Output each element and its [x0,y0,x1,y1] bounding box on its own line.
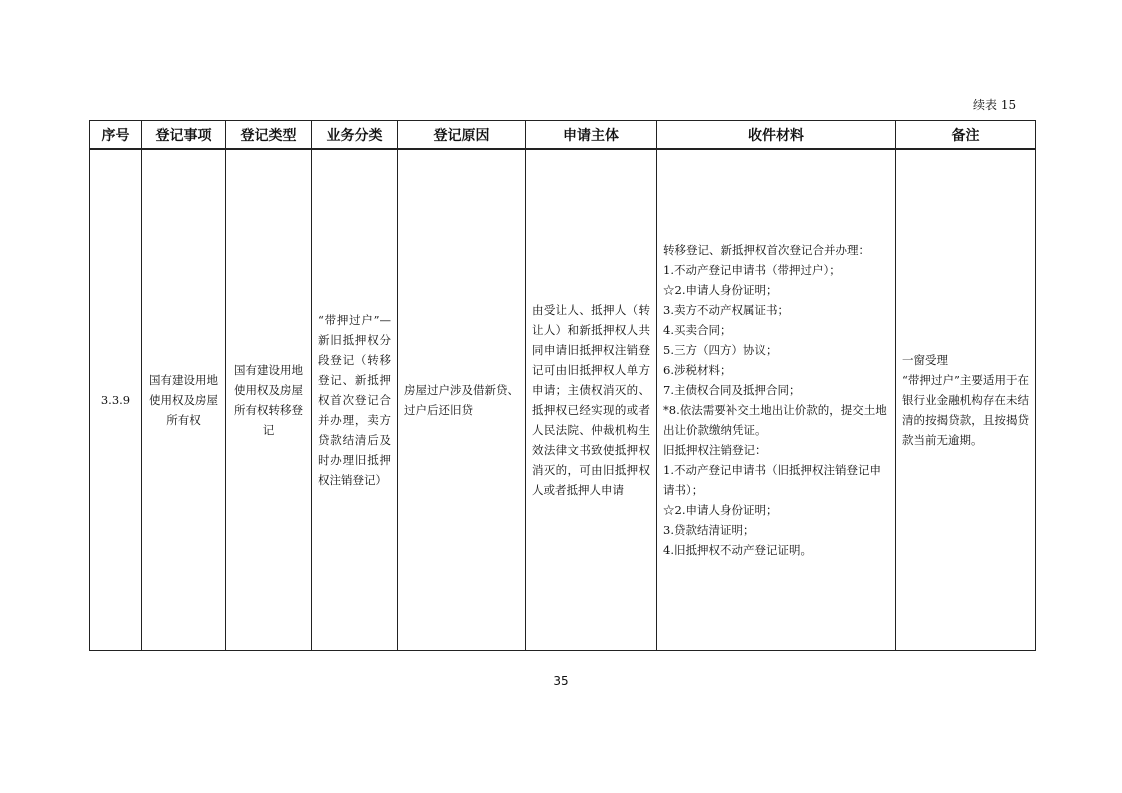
cell-applicant: 由受让人、抵押人（转让人）和新抵押权人共同申请旧抵押权注销登记可由旧抵押权人单方申请；主债权消灭的、抵押权已经实现的或者人民法院、仲裁机构生效法律文书致使抵押权消灭的，可由旧抵押权人或者抵押人申请 [526,149,657,651]
table-row [90,149,1036,651]
material-line: 4.旧抵押权不动产登记证明。 [663,543,812,557]
registration-table [89,120,1036,651]
material-line: 4.买卖合同； [663,323,732,337]
material-line: 旧抵押权注销登记： [663,443,767,457]
table-header-row [90,121,1036,150]
header-seq: 序号 [90,121,142,150]
header-materials: 收件材料 [657,121,896,150]
material-line: 3.贷款结清证明； [663,523,755,537]
material-line: 转移登记、新抵押权首次登记合并办理： [663,243,870,257]
cell-materials [657,149,896,651]
material-line: 7.主债权合同及抵押合同； [663,383,801,397]
header-type: 登记类型 [226,121,312,150]
cell-item: 国有建设用地使用权及房屋所有权 [142,149,226,651]
material-line: 1.不动产登记申请书（旧抵押权注销登记申请书）； [663,463,881,497]
material-line: *8.依法需要补交土地出让价款的，提交土地出让价款缴纳凭证。 [663,403,887,437]
material-line: 6.涉税材料； [663,363,732,377]
material-line: 3.卖方不动产权属证书； [663,303,789,317]
header-remarks: 备注 [896,121,1036,150]
material-line: ☆2.申请人身份证明； [663,503,778,517]
cell-remarks [896,149,1036,651]
continuation-label: 续表 15 [973,98,1017,112]
header-applicant: 申请主体 [526,121,657,150]
cell-reason: 房屋过户涉及借新贷、过户后还旧贷 [398,149,526,651]
header-reason: 登记原因 [398,121,526,150]
remark-line: 一窗受理 [902,353,948,367]
material-line: 5.三方（四方）协议； [663,343,778,357]
page-number: 35 [553,674,569,688]
header-category: 业务分类 [312,121,398,150]
material-line: 1.不动产登记申请书（带押过户）； [663,263,841,277]
cell-category: “带押过户”—新旧抵押权分段登记（转移登记、新抵押权首次登记合并办理，卖方贷款结清后及时办理旧抵押权注销登记） [312,149,398,651]
material-line: ☆2.申请人身份证明； [663,283,778,297]
cell-seq: 3.3.9 [90,149,142,651]
remark-line: “带押过户”主要适用于在银行业金融机构存在未结清的按揭贷款，且按揭贷款当前无逾期。 [902,373,1029,447]
header-item: 登记事项 [142,121,226,150]
cell-type: 国有建设用地使用权及房屋所有权转移登记 [226,149,312,651]
